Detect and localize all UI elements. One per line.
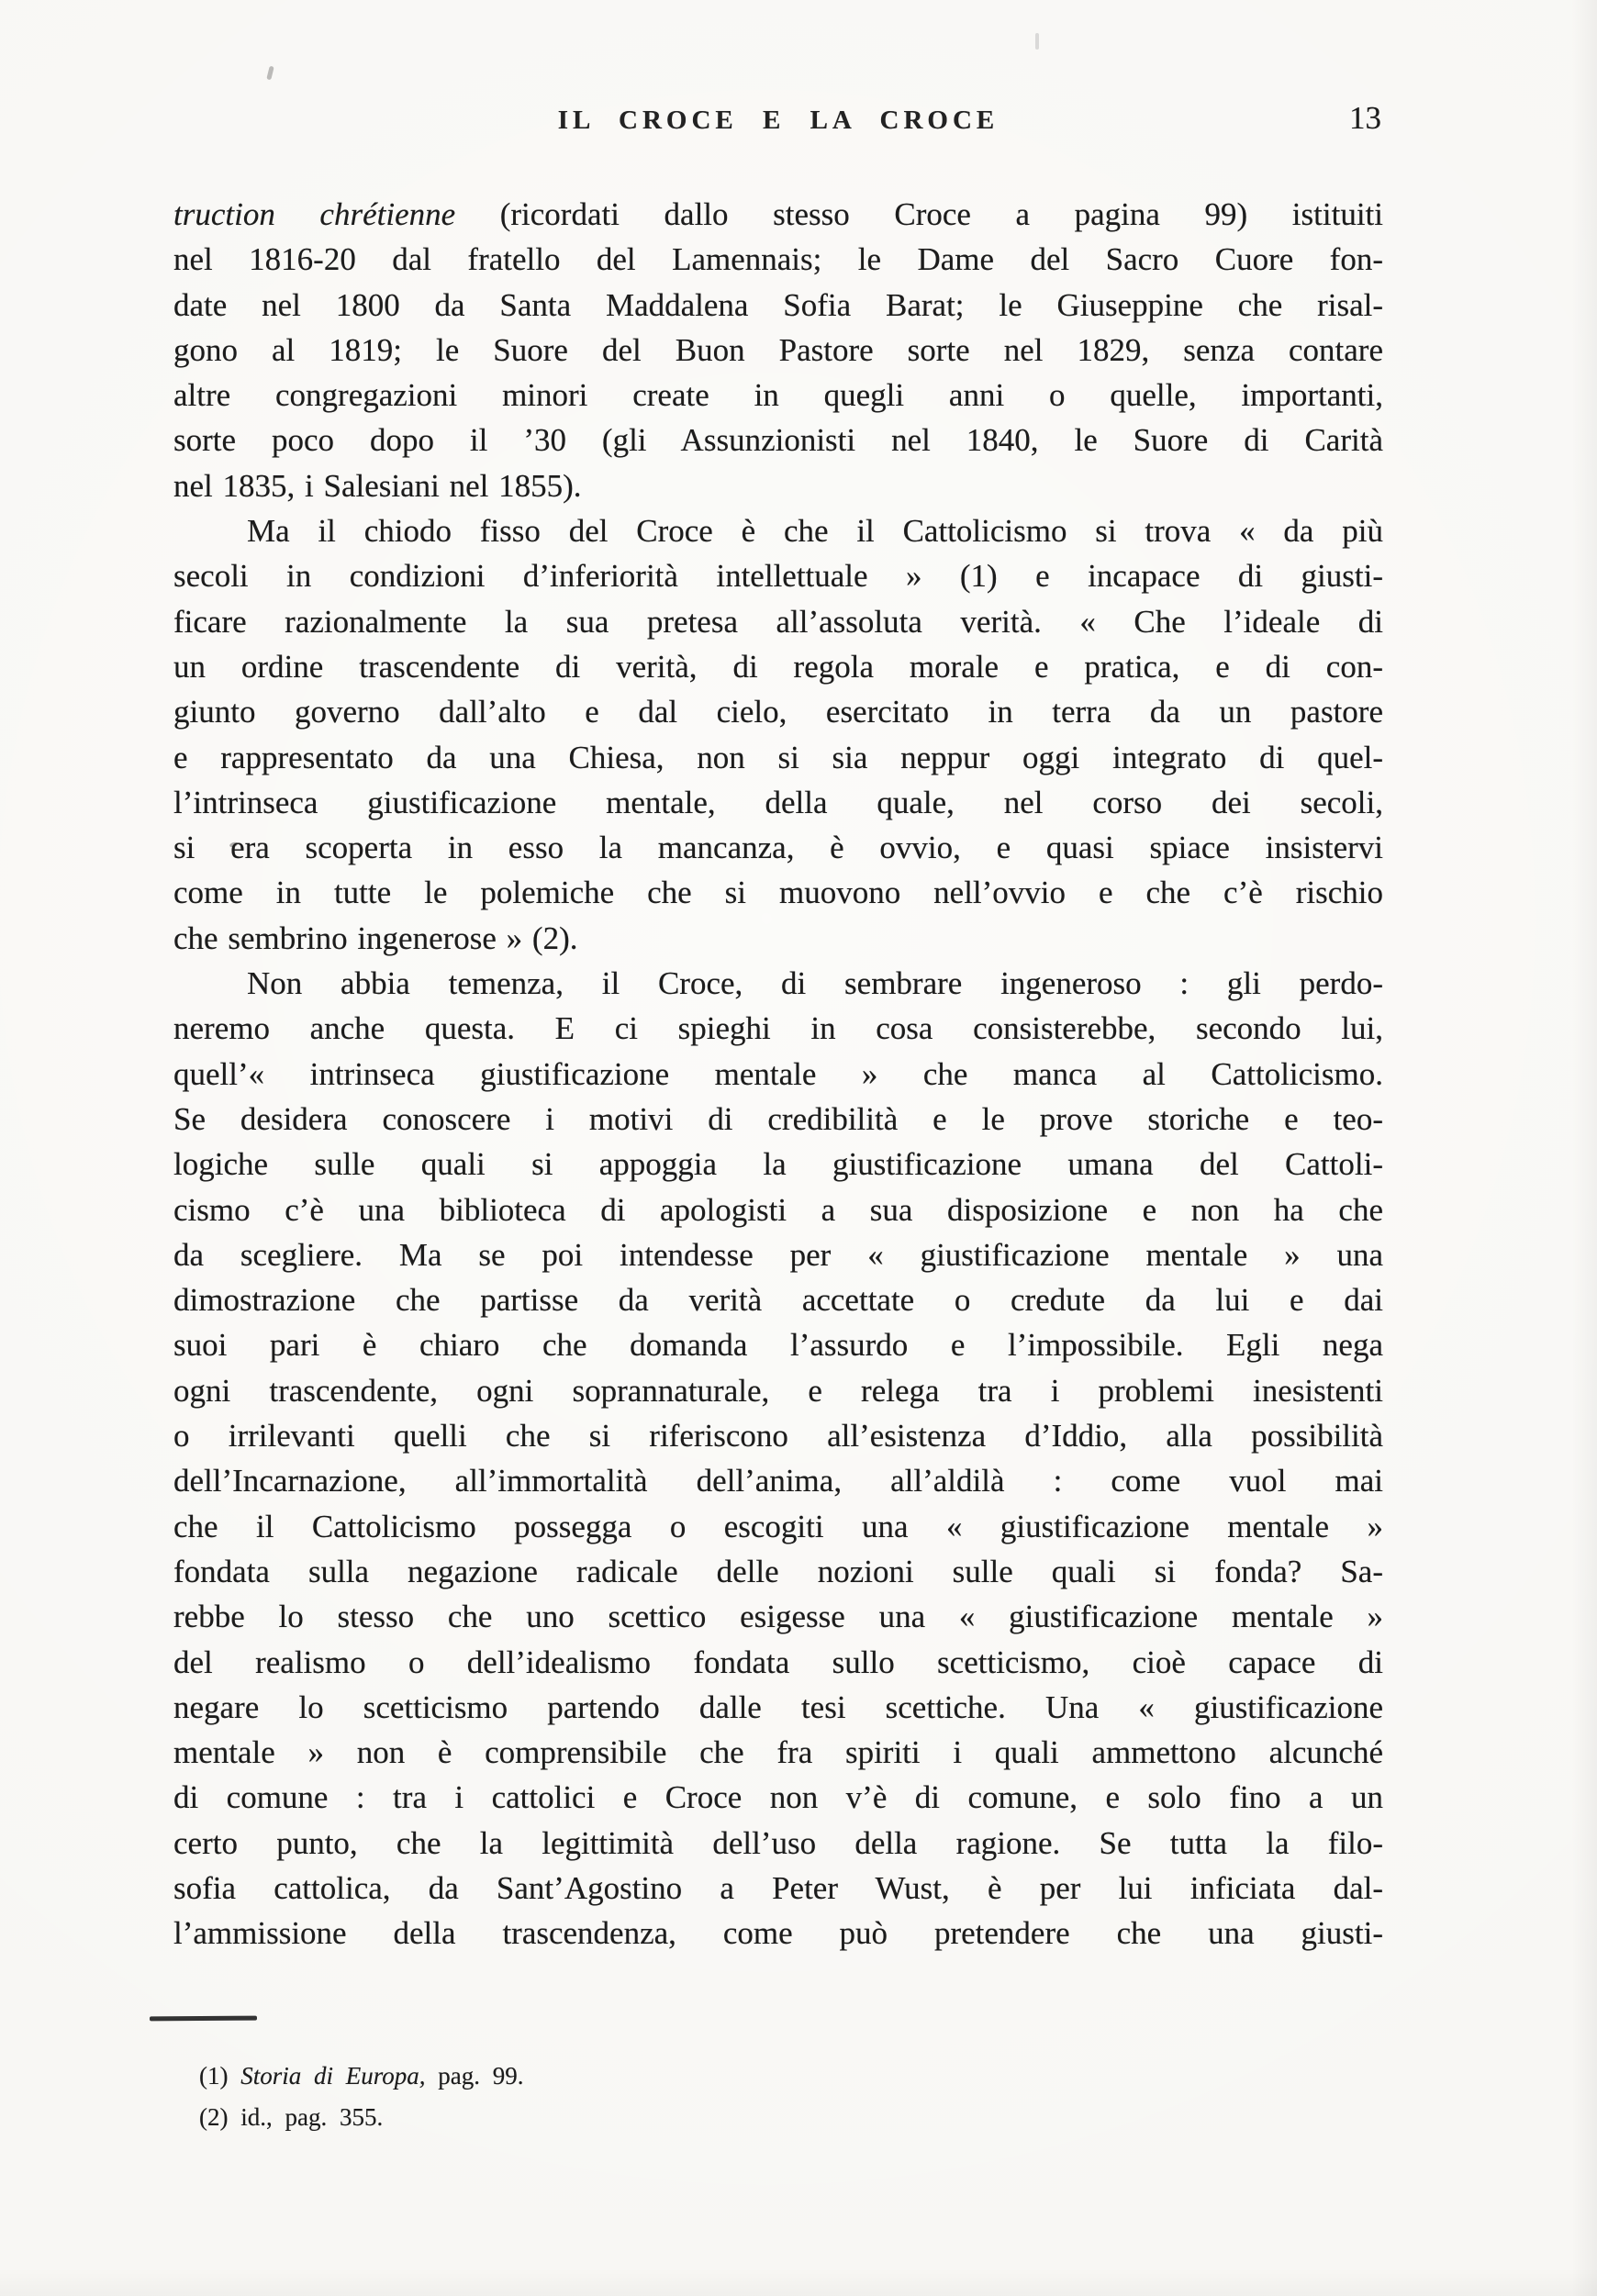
footnote-text: pag. 99. (425, 2062, 524, 2090)
text-line: un ordine trascendente di verità, di regola morale e pratica, e di con- (173, 648, 1383, 685)
text-line: rebbe lo stesso che uno scettico esigesse una « giustificazione mentale » (173, 1599, 1383, 1635)
text-line: gono al 1819; le Suore del Buon Pastore sorte nel 1829, senza contare (173, 331, 1383, 368)
text-line: ogni trascendente, ogni soprannaturale, e relega tra i problemi inesistenti (173, 1372, 1383, 1409)
text-line: giunto governo dall’alto e dal cielo, esercitato in terra da un pastore (173, 694, 1383, 730)
text-line: del realismo o dell’idealismo fondata sullo scetticismo, cioè capace di (173, 1644, 1383, 1680)
text-line: come in tutte le polemiche che si muovono nell’ovvio e che c’è rischio (173, 875, 1383, 911)
running-title: IL CROCE E LA CROCE (557, 106, 1000, 135)
footnote-title-italic: Storia di Europa, (240, 2062, 426, 2090)
text-line: quell’« intrinseca giustificazione mentale » che manca al Cattolicismo. (173, 1055, 1383, 1092)
page-number: 13 (1349, 100, 1381, 136)
text-line: l’intrinseca giustificazione mentale, della quale, nel corso dei secoli, (173, 784, 1383, 820)
text-line (173, 192, 1383, 237)
text-line: fondata sulla negazione radicale delle nozioni sulle quali si fonda? Sa- (173, 1553, 1383, 1589)
body-text (173, 192, 1383, 1956)
text-line: sorte poco dopo il ’30 (gli Assunzionisti nel 1840, le Suore di Carità (173, 422, 1383, 459)
page-header (173, 100, 1383, 138)
footnote-2: (2) id., pag. 355. (199, 2103, 384, 2131)
text-line: ficare razionalmente la sua pretesa all’assoluta verità. « Che l’ideale di (173, 603, 1383, 640)
text-line: che sembrino ingenerose » (2). (173, 920, 578, 956)
text-line: dimostrazione che partisse da verità accettate o credute da lui e dai (173, 1282, 1383, 1319)
italic-phrase: truction chrétienne (173, 196, 456, 232)
text-line: mentale » non è comprensibile che fra spiriti i quali ammettono alcunché (173, 1734, 1383, 1771)
text-line: di comune : tra i cattolici e Croce non v’è di comune, e solo fino a un (173, 1779, 1383, 1816)
text-line: sofia cattolica, da Sant’Agostino a Peter Wust, è per lui inficiata dal- (173, 1869, 1383, 1906)
footnote-marker: (1) (199, 2062, 241, 2090)
text-segment: (ricordati dallo stesso Croce a pagina 99) istituiti (455, 196, 1383, 232)
text-line: neremo anche questa. E ci spieghi in cosa consisterebbe, secondo lui, (173, 1010, 1383, 1047)
text-line: Ma il chiodo fisso del Croce è che il Cattolicismo si trova « da più (247, 513, 1383, 550)
text-line: nel 1816-20 dal fratello del Lamennais; le Dame del Sacro Cuore fon- (173, 241, 1383, 278)
text-line: da scegliere. Ma se poi intendesse per « giustificazione mentale » una (173, 1236, 1383, 1273)
text-line: altre congregazioni minori create in quegli anni o quelle, importanti, (173, 377, 1383, 414)
text-line: Se desidera conoscere i motivi di credibilità e le prove storiche e teo- (173, 1100, 1383, 1137)
text-line: negare lo scetticismo partendo dalle tesi scettiche. Una « giustificazione (173, 1689, 1383, 1725)
text-line: secoli in condizioni d’inferiorità intellettuale » (1) e incapace di giusti- (173, 558, 1383, 595)
text-line: date nel 1800 da Santa Maddalena Sofia Barat; le Giuseppine che risal- (173, 286, 1383, 323)
text-line: dell’Incarnazione, all’immortalità dell’anima, all’aldilà : come vuol mai (173, 1463, 1383, 1499)
text-line: certo punto, che la legittimità dell’uso della ragione. Se tutta la filo- (173, 1824, 1383, 1861)
footnote-1 (199, 2056, 523, 2097)
scan-speck (266, 66, 274, 81)
footnotes (199, 2056, 523, 2138)
text-line: l’ammissione della trascendenza, come può pretendere che una giusti- (173, 1915, 1383, 1952)
text-line: che il Cattolicismo possegga o escogiti una « giustificazione mentale » (173, 1508, 1383, 1544)
text-line: e rappresentato da una Chiesa, non si sia neppur oggi integrato di quel- (173, 739, 1383, 775)
text-line: nel 1835, i Salesiani nel 1855). (173, 467, 582, 504)
text-line: suoi pari è chiaro che domanda l’assurdo e l’impossibile. Egli nega (173, 1327, 1383, 1364)
text-line: cismo c’è una biblioteca di apologisti a sua disposizione e non ha che (173, 1191, 1383, 1228)
scan-speck (1035, 33, 1039, 50)
footnote-divider (150, 2016, 257, 2022)
text-line: Non abbia temenza, il Croce, di sembrare ingeneroso : gli perdo- (247, 965, 1383, 1002)
text-line: o irrilevanti quelli che si riferiscono all’esistenza d’Iddio, alla possibilità (173, 1418, 1383, 1455)
text-line: logiche sulle quali si appoggia la giustificazione umana del Cattoli- (173, 1146, 1383, 1183)
text-line: si era scoperta in esso la mancanza, è ovvio, e quasi spiace insistervi (173, 830, 1383, 866)
